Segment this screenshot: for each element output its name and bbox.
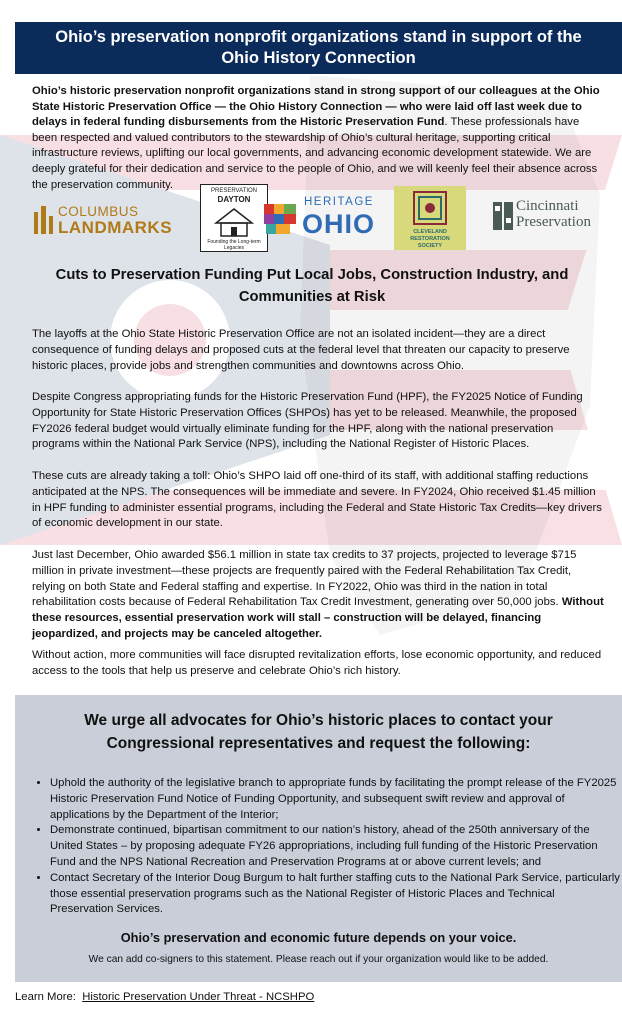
preservation-dayton-logo <box>200 184 268 252</box>
learn-more-label: Learn More: <box>15 991 76 1003</box>
learn-more-footer <box>15 991 314 1003</box>
cincinnati-line1: Cincinnati <box>516 198 579 214</box>
section-heading-line1: Cuts to Preservation Funding Put Local Jobs, Construction Industry, and <box>55 267 569 283</box>
list-item: • Contact Secretary of the Interior Doug Burgum to halt further staffing cuts to the National Park Service, particularly those essential preservation programs such as the National Register of Historic Places and Technical Preservation Services. <box>50 871 620 918</box>
heritage-ohio-line2: OHIO <box>302 209 376 239</box>
cosigner-note: We can add co-signers to this statement. Please reach out if your organization would like to be added. <box>88 954 549 965</box>
header-title-line1: Ohio’s preservation nonprofit organizations stand in support of the <box>55 28 582 46</box>
cta-heading-line2: Congressional representatives and request the following: <box>106 735 531 752</box>
building-icon <box>492 200 514 232</box>
intro-paragraph <box>32 84 604 193</box>
cta-heading-line1: We urge all advocates for Ohio’s historic places to contact your <box>84 712 553 729</box>
cleveland-line2: RESTORATION <box>410 236 450 242</box>
section-heading <box>32 264 592 308</box>
ncshpo-link[interactable]: Historic Preservation Under Threat - NCSHPO <box>82 991 315 1003</box>
page-header <box>15 22 622 74</box>
cleveland-restoration-society-logo <box>394 186 466 250</box>
heritage-ohio-line1: HERITAGE <box>304 196 374 208</box>
closing-statement: Ohio’s preservation and economic future depends on your voice. <box>120 930 517 945</box>
columbus-landmarks-logo <box>32 198 173 238</box>
partner-logos <box>0 184 622 254</box>
intro-bold-text: Ohio’s historic preservation nonprofit organizations stand in strong support of our colleagues at the Ohio State Historic Preservation Office — the Ohio History Connection — who were laid off last week due to delays in federal funding disbursements from the Historic Preservation Fund <box>32 85 600 129</box>
request-list <box>32 776 620 918</box>
paragraph-tax-credits <box>32 548 604 643</box>
header-title-line2: Ohio History Connection <box>221 49 416 67</box>
paragraph-without-action: Without action, more communities will face disrupted revitalization efforts, lose economic opportunity, and reduced access to the tools that help us preserve and celebrate Ohio’s rich history. <box>32 649 602 677</box>
call-to-action-heading <box>15 709 622 755</box>
cleveland-line1: CLEVELAND <box>413 229 447 235</box>
paragraph-funding: Despite Congress appropriating funds for the Historic Preservation Fund (HPF), the FY2025 Notice of Funding Opportunity for State Historic Preservation Offices (SHPOs) has yet to be released. Meanwhile, the proposed FY2026 federal budget would virtually eliminate funding for the HPF, along with the national preservation programs within the National Park Service (NPS), including the National Register of Historic Places. <box>32 391 583 451</box>
heritage-ohio-logo <box>262 196 374 242</box>
cleveland-line3: SOCIETY <box>417 243 443 249</box>
dayton-name-text: DAYTON <box>217 195 251 204</box>
list-item: • Demonstrate continued, bipartisan commitment to our nation’s history, ahead of the 250th anniversary of the United States – by proposing adequate FY26 appropriations, including full funding of the Historic Preservation Fund and the NPS National Recreation and Preservation Programs at or above current levels; and <box>50 823 620 870</box>
paragraph-tax-credits-bold: Without these resources, essential preservation work will stall – construction will be delayed, financing jeopardized, and projects may be canceled altogether. <box>32 596 604 640</box>
intro-rest-text: . These professionals have been respected and valued contributors to the stewardship of Ohio’s cultural heritage, supporting critical infrastructure reviews, uplifting our local governments, and advancing economic development statewide. We are deeply grateful for their dedication and service to the people of Ohio, and we will keenly feel their absence across the preservation community. <box>32 116 598 191</box>
cincinnati-line2: Preservation <box>516 214 591 230</box>
paragraph-tax-credits-text: Just last December, Ohio awarded $56.1 million in state tax credits to 37 projects, projected to leverage $715 million in private investment—these projects are frequently paired with the Federal Rehabilitation Tax Credit, relying on both State and Federal staffing and expertise. In FY2022, Ohio was third in the nation in total rehabilitation costs because of Federal Rehabilitation Tax Credit Investment, generating over 50,000 jobs. <box>32 549 577 609</box>
paragraph-layoffs: The layoffs at the Ohio State Historic Preservation Office are not an isolated incident—they are a direct consequence of funding delays and proposed cuts at the federal level that threaten our capacity to preserve historic places, provide jobs and strengthen communities and downtowns across Ohio. <box>32 328 570 372</box>
columbus-landmarks-mark-icon <box>32 204 56 234</box>
ohio-map-icon <box>262 200 300 238</box>
ornament-icon <box>413 191 447 225</box>
list-item: • Uphold the authority of the legislative branch to appropriate funds by facilitating the prompt release of the FY2025 Historic Preservation Fund Notice of Funding Opportunity, and subsequent swift review and approval of applications by the Department of the Interior; <box>50 776 620 823</box>
dayton-top-text: PRESERVATION <box>210 188 257 194</box>
columbus-landmarks-line2: LANDMARKS <box>58 218 173 237</box>
paragraph-toll: These cuts are already taking a toll: Ohio’s SHPO laid off one-third of its staff, with additional staffing reductions anticipated at the NPS. The consequences will be immediate and severe. In FY2024, Ohio received $1.45 million in HPF funding to administer essential programs, including the Federal and State Historic Tax Credits—key drivers of economic development in our state. <box>32 470 602 530</box>
columbus-landmarks-line1: COLUMBUS <box>58 204 139 219</box>
house-icon <box>214 207 254 237</box>
cincinnati-preservation-logo <box>492 198 607 234</box>
dayton-bottom-text: Founding the Long-term Legacies <box>207 239 261 251</box>
section-heading-line2: Communities at Risk <box>238 289 386 305</box>
